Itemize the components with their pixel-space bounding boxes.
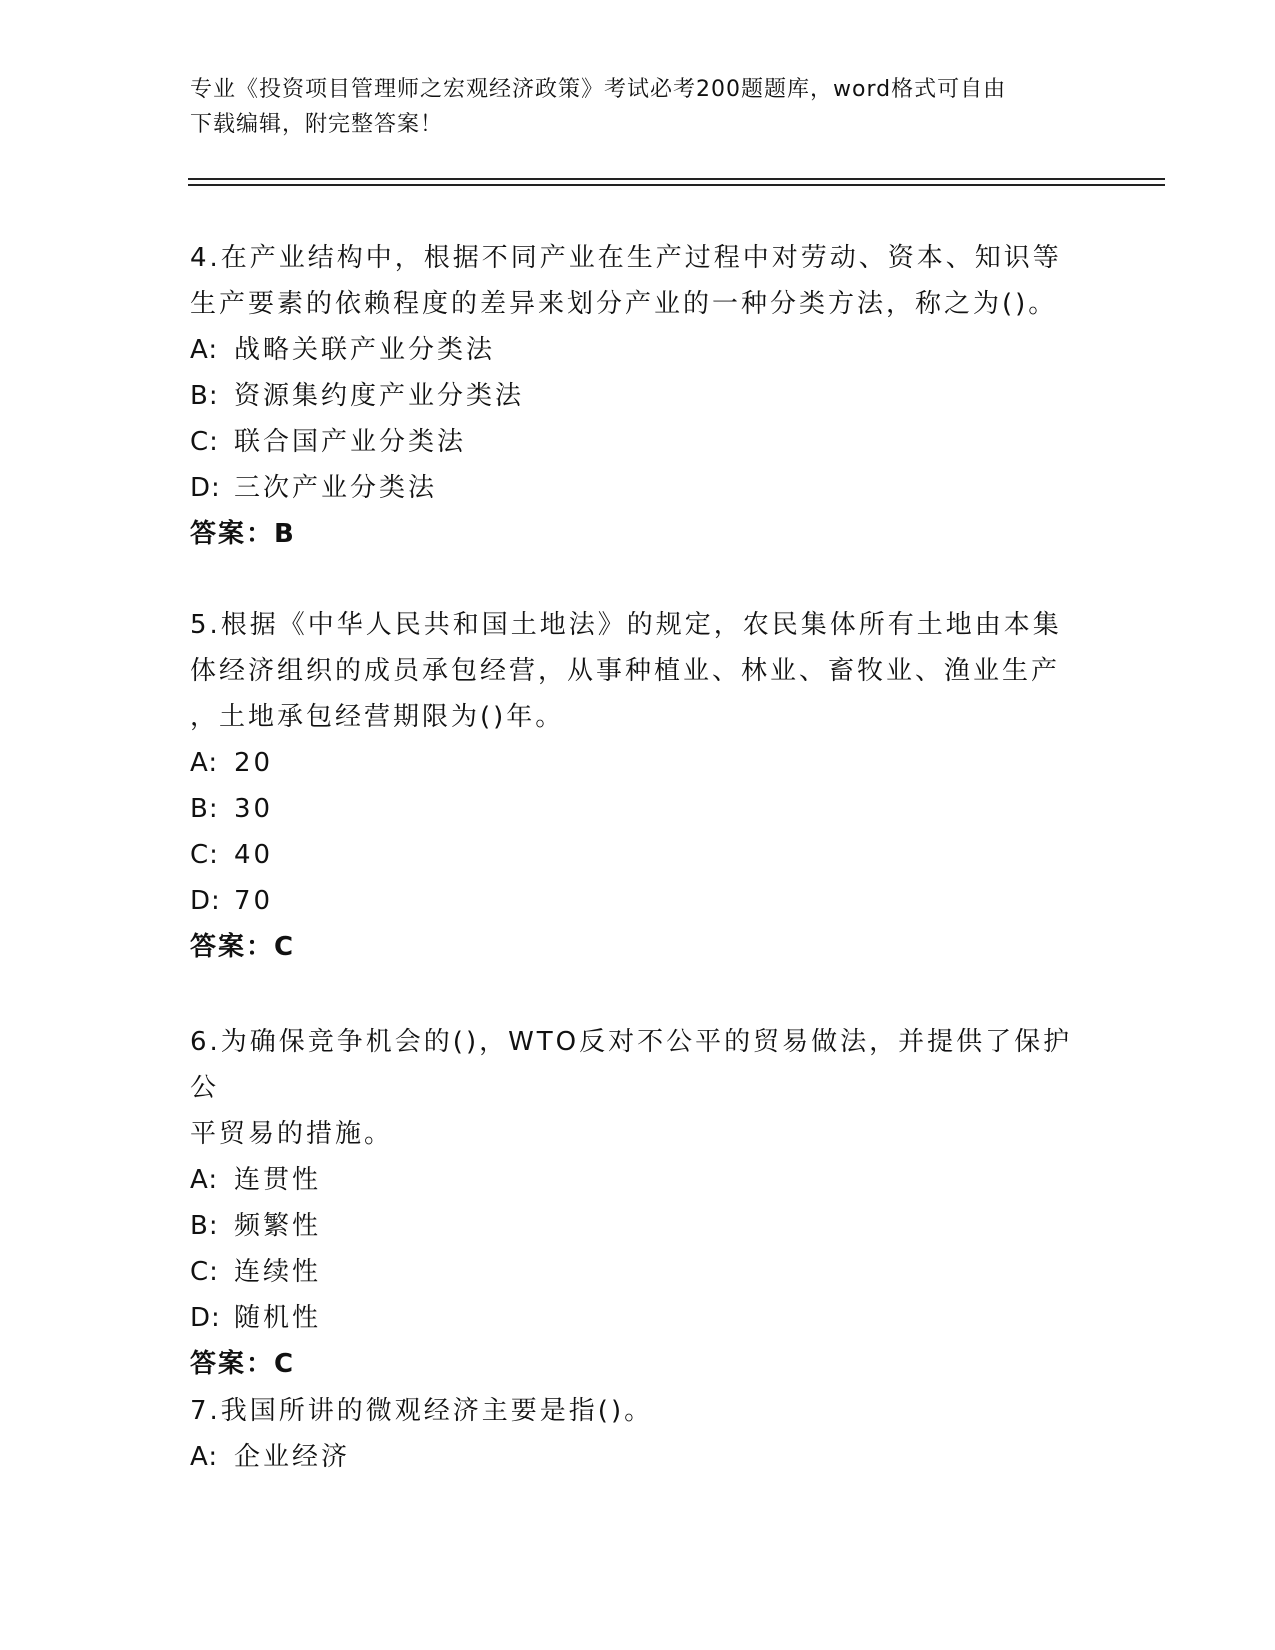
option-letter: C: xyxy=(190,427,219,457)
option-letter: A: xyxy=(190,1442,219,1472)
option-c xyxy=(190,832,1090,878)
question-4 xyxy=(190,235,1090,557)
question-stem-line: 体经济组织的成员承包经营，从事种植业、林业、畜牧业、渔业生产 xyxy=(190,656,1061,686)
question-stem-line: 生产要素的依赖程度的差异来划分产业的一种分类方法，称之为()。 xyxy=(190,289,1058,319)
option-letter: B: xyxy=(190,1211,219,1241)
answer-line: 答案：C xyxy=(190,932,296,962)
option-text: 20 xyxy=(234,748,274,778)
question-stem-line: ，土地承包经营期限为()年。 xyxy=(190,702,565,732)
option-a xyxy=(190,327,1090,373)
header-divider-top xyxy=(188,178,1165,180)
option-letter: A: xyxy=(190,335,219,365)
option-letter: B: xyxy=(190,794,219,824)
option-letter: C: xyxy=(190,840,219,870)
option-c xyxy=(190,1249,1090,1295)
question-7 xyxy=(190,1388,1090,1480)
option-a xyxy=(190,1434,1090,1480)
option-text: 70 xyxy=(234,886,274,916)
option-d xyxy=(190,1295,1090,1341)
answer-line: 答案：B xyxy=(190,519,296,549)
option-b xyxy=(190,786,1090,832)
question-stem-line: 4.在产业结构中，根据不同产业在生产过程中对劳动、资本、知识等 xyxy=(190,243,1062,273)
option-text: 40 xyxy=(234,840,274,870)
option-letter: A: xyxy=(190,748,219,778)
option-text: 联合国产业分类法 xyxy=(234,427,467,457)
option-text: 战略关联产业分类法 xyxy=(234,335,496,365)
option-text: 企业经济 xyxy=(234,1442,351,1472)
header-line-1: 专业《投资项目管理师之宏观经济政策》考试必考200题题库，word格式可自由 xyxy=(190,77,1007,102)
header-divider-bottom xyxy=(188,184,1165,186)
option-letter: D: xyxy=(190,1303,221,1333)
question-5 xyxy=(190,602,1090,970)
option-b xyxy=(190,1203,1090,1249)
question-stem-line: 7.我国所讲的微观经济主要是指()。 xyxy=(190,1396,654,1426)
option-text: 随机性 xyxy=(234,1303,322,1333)
option-text: 资源集约度产业分类法 xyxy=(234,381,525,411)
option-text: 30 xyxy=(234,794,274,824)
question-stem-line: 6.为确保竞争机会的()，WTO反对不公平的贸易做法，并提供了保护公 xyxy=(190,1027,1073,1103)
option-letter: A: xyxy=(190,1165,219,1195)
option-letter: C: xyxy=(190,1257,219,1287)
option-c xyxy=(190,419,1090,465)
option-letter: D: xyxy=(190,886,221,916)
header-line-2: 下载编辑，附完整答案！ xyxy=(190,112,444,137)
option-a xyxy=(190,740,1090,786)
answer-line: 答案：C xyxy=(190,1349,296,1379)
option-text: 频繁性 xyxy=(234,1211,322,1241)
option-text: 连贯性 xyxy=(234,1165,322,1195)
question-stem-line: 5.根据《中华人民共和国土地法》的规定，农民集体所有土地由本集 xyxy=(190,610,1062,640)
option-text: 连续性 xyxy=(234,1257,322,1287)
option-letter: D: xyxy=(190,473,221,503)
option-d xyxy=(190,878,1090,924)
question-6 xyxy=(190,1019,1090,1387)
option-a xyxy=(190,1157,1090,1203)
option-text: 三次产业分类法 xyxy=(234,473,438,503)
document-header xyxy=(190,72,1080,142)
option-b xyxy=(190,373,1090,419)
option-letter: B: xyxy=(190,381,219,411)
option-d xyxy=(190,465,1090,511)
question-stem-line: 平贸易的措施。 xyxy=(190,1119,394,1149)
